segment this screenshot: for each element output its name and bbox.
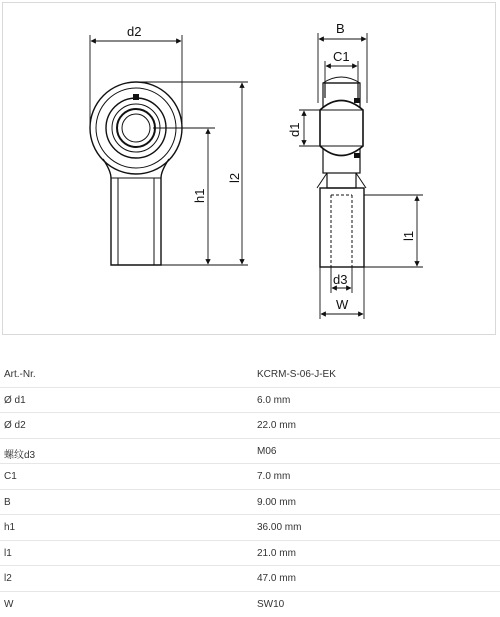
spec-row [0, 362, 500, 388]
spec-value: 9.00 mm [257, 497, 296, 508]
spec-value: 7.0 mm [257, 471, 290, 482]
spec-value: 47.0 mm [257, 573, 296, 584]
spec-row [0, 515, 500, 541]
label-d2: d2 [127, 24, 141, 39]
neck-chamfer [317, 173, 366, 188]
label-B: B [336, 21, 345, 36]
spec-label: B [4, 497, 11, 508]
label-d1: d1 [287, 123, 302, 137]
spec-row [0, 413, 500, 439]
spec-label: Ø d2 [4, 420, 26, 431]
spec-label: Art.-Nr. [4, 369, 36, 380]
spec-row [0, 592, 500, 617]
spec-value: M06 [257, 446, 276, 457]
lube-nipple [354, 98, 360, 103]
label-h1: h1 [192, 189, 207, 203]
lube-hole-mark [133, 94, 139, 100]
ball-side [320, 101, 363, 156]
spec-row [0, 388, 500, 414]
label-C1: C1 [333, 49, 350, 64]
head-top-outline [325, 83, 358, 98]
front-view [90, 82, 182, 265]
spec-label: h1 [4, 522, 15, 533]
shank-outline [103, 159, 169, 265]
spec-label: C1 [4, 471, 17, 482]
label-d3: d3 [333, 272, 347, 287]
bore-inner-circle [122, 114, 150, 142]
ball-ring-circle [112, 104, 160, 152]
shank-side [320, 188, 364, 267]
spec-table [0, 362, 500, 617]
spec-label: W [4, 599, 13, 610]
spec-value: SW10 [257, 599, 284, 610]
spec-value: 22.0 mm [257, 420, 296, 431]
bore-outer-circle [117, 109, 155, 147]
spec-label: l1 [4, 548, 12, 559]
spec-row [0, 464, 500, 490]
neck-outline [327, 173, 356, 188]
label-W: W [336, 297, 349, 312]
label-l1: l1 [401, 231, 416, 241]
spec-label: Ø d1 [4, 395, 26, 406]
spec-value: 6.0 mm [257, 395, 290, 406]
spec-value: 36.00 mm [257, 522, 301, 533]
spec-value: KCRM-S-06-J-EK [257, 369, 336, 380]
spec-row [0, 490, 500, 516]
technical-drawing-panel [2, 2, 496, 335]
spec-row [0, 439, 500, 465]
spec-value: 21.0 mm [257, 548, 296, 559]
side-view [317, 77, 366, 267]
lube-nipple-bottom [354, 153, 360, 158]
spec-label: l2 [4, 573, 12, 584]
rod-end-drawing [3, 3, 497, 336]
spec-row [0, 566, 500, 592]
spec-label: 螺纹d3 [4, 446, 35, 461]
head-top-arc [323, 77, 360, 83]
dim-d1 [299, 110, 320, 146]
spec-row [0, 541, 500, 567]
label-l2: l2 [227, 173, 242, 183]
